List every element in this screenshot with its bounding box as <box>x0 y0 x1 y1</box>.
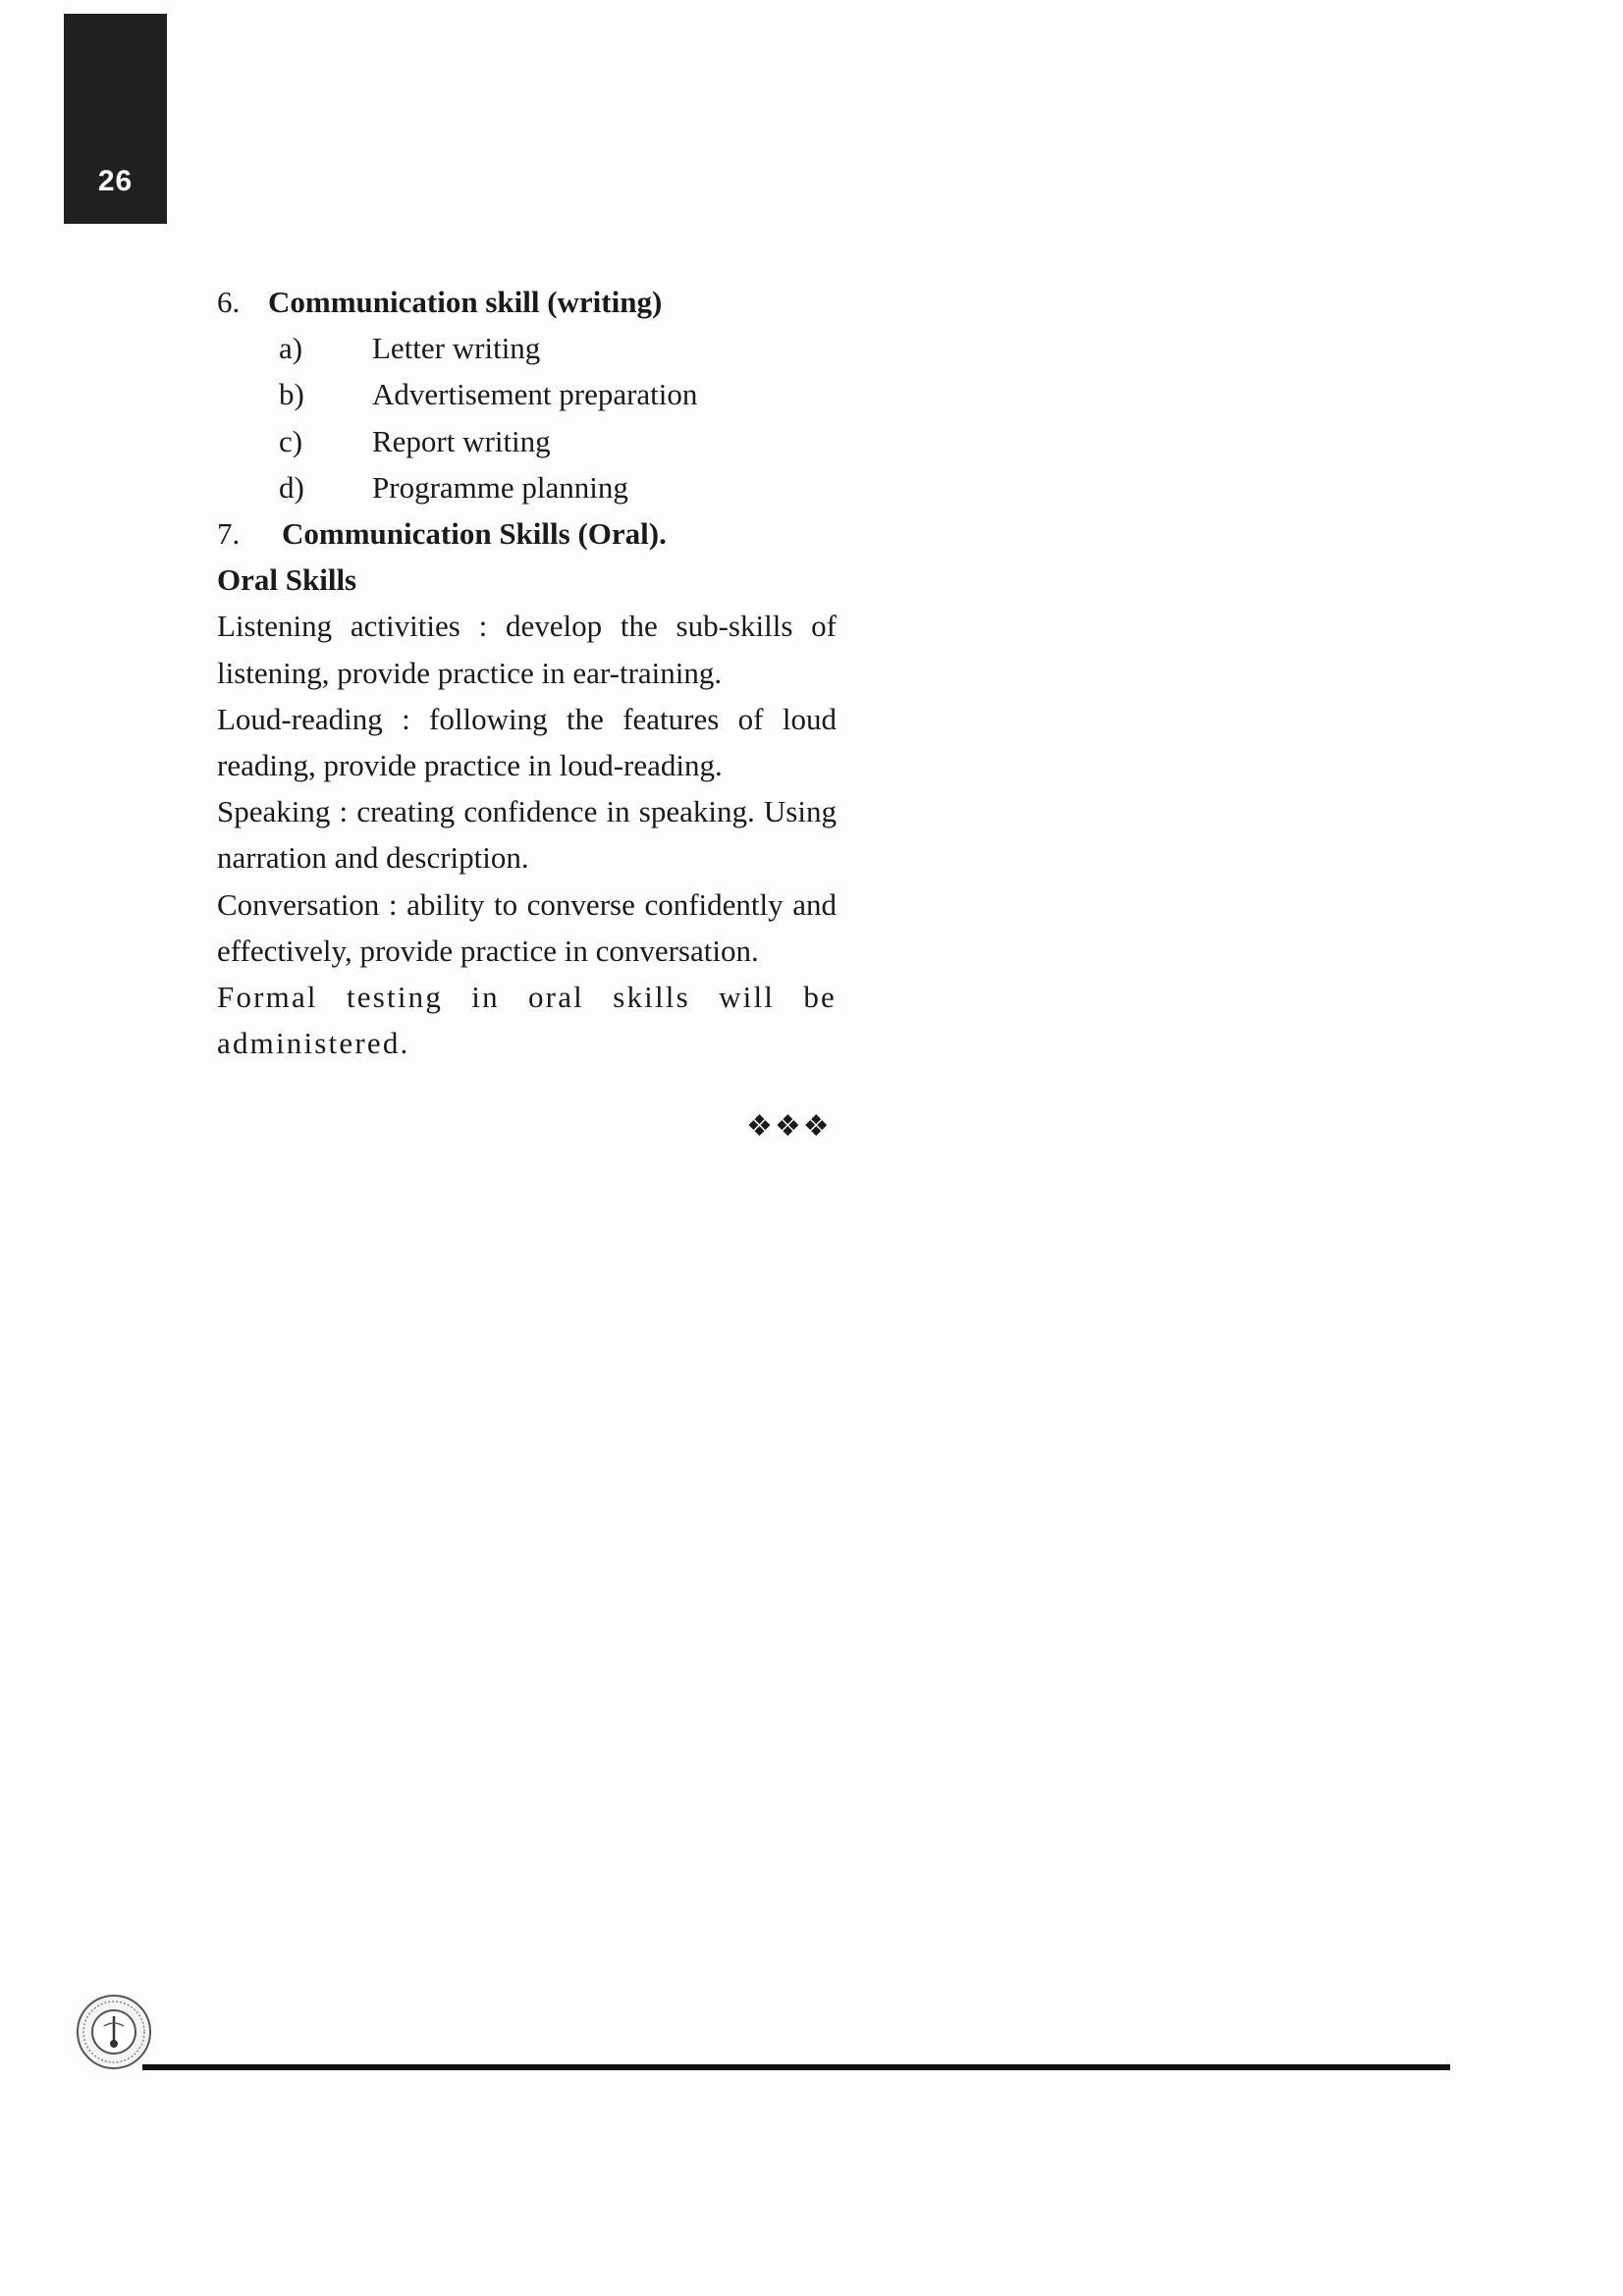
list-item-letter: b) <box>279 377 304 412</box>
paragraph-loud-reading: Loud-reading : following the features of loud reading, provide practice in loud-reading. <box>217 701 837 783</box>
emblem-icon <box>75 1993 153 2071</box>
list-item-letter: c) <box>279 423 303 458</box>
list-item-letter: d) <box>279 469 304 505</box>
list-item-text: Report writing <box>372 423 551 458</box>
paragraph-speaking: Speaking : creating confidence in speaking. Using narration and description. <box>217 794 837 876</box>
list-item <box>217 325 837 371</box>
list-item <box>217 371 837 417</box>
section-6-number: 6. <box>217 285 241 319</box>
list-item-text: Advertisement preparation <box>372 377 698 412</box>
section-6-title: Communication skill (writing) <box>268 285 663 319</box>
page-number: 26 <box>97 165 134 197</box>
page-content <box>217 279 837 1066</box>
section-7-heading <box>217 510 837 557</box>
list-item-letter: a) <box>279 331 303 366</box>
section-7-number: 7. <box>217 516 241 552</box>
list-item <box>217 464 837 510</box>
list-item-text: Letter writing <box>372 331 541 366</box>
paragraph-listening: Listening activities : develop the sub-skills of listening, provide practice in ear-training. <box>217 609 837 690</box>
paragraph-formal-testing: Formal testing in oral skills will be administered. <box>217 980 837 1061</box>
page-number-tab <box>64 14 167 224</box>
section-6-heading <box>217 279 837 325</box>
section-7-title: Communication Skills (Oral). <box>282 516 667 552</box>
list-item <box>217 418 837 464</box>
end-ornament: ❖❖❖ <box>746 1109 832 1144</box>
oral-skills-heading: Oral Skills <box>217 562 357 598</box>
list-item-text: Programme planning <box>372 469 628 505</box>
paragraph-conversation: Conversation : ability to converse confidently and effectively, provide practice in conversation. <box>217 886 837 968</box>
footer-rule <box>142 2064 1450 2070</box>
